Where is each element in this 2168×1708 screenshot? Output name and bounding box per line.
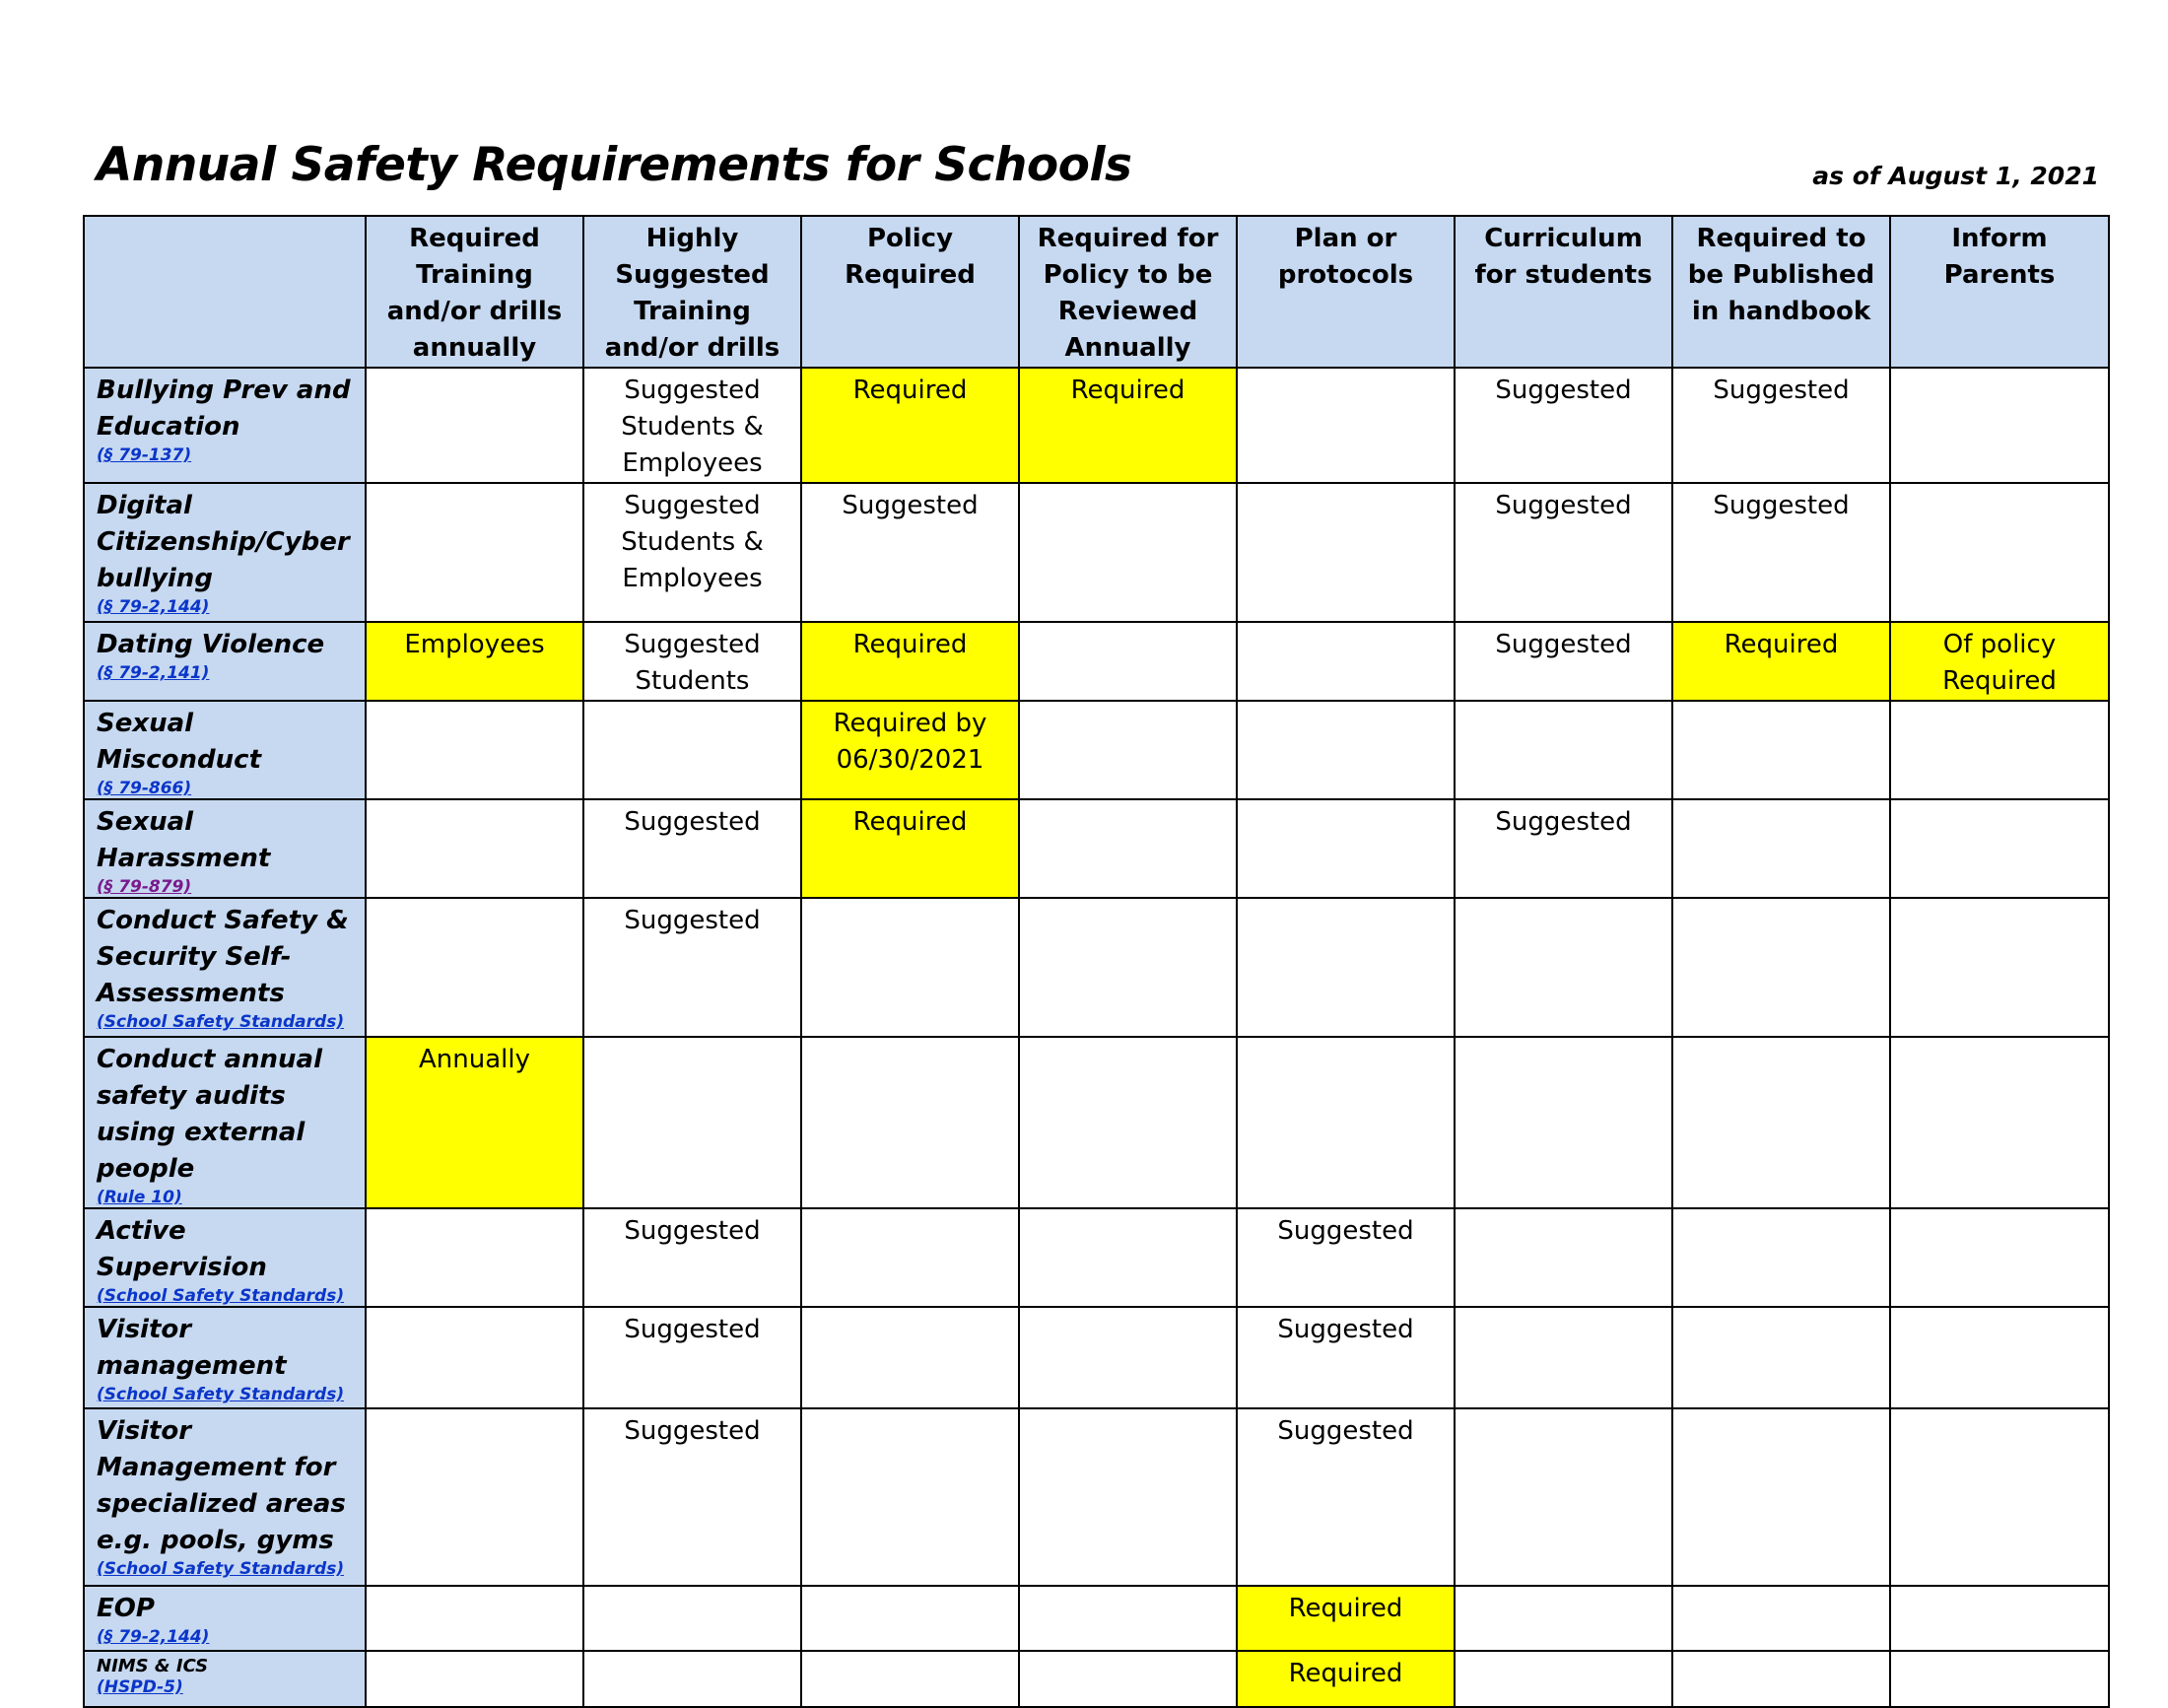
requirement-cell: Required — [801, 368, 1019, 483]
statute-reference-link[interactable]: (§ 79-879) — [97, 877, 192, 897]
requirement-cell: Required — [1237, 1586, 1455, 1651]
requirement-title: Conduct annual safety audits using external people — [97, 1045, 322, 1184]
requirement-cell — [1237, 622, 1455, 701]
requirement-cell: Suggested — [1672, 483, 1890, 622]
requirement-cell: Required by 06/30/2021 — [801, 701, 1019, 799]
requirement-cell: Required — [801, 799, 1019, 898]
requirement-cell — [366, 368, 583, 483]
requirement-cell — [1019, 1208, 1237, 1307]
requirement-cell — [1455, 701, 1672, 799]
requirement-cell — [1237, 701, 1455, 799]
statute-reference-link[interactable]: (§ 79-866) — [97, 779, 192, 798]
requirement-cell: Suggested Students & Employees — [583, 483, 801, 622]
column-header: Required for Policy to be Reviewed Annually — [1019, 216, 1237, 368]
header-corner — [84, 216, 366, 368]
requirement-cell — [1890, 1208, 2109, 1307]
requirement-cell — [366, 1408, 583, 1586]
requirement-cell: Suggested — [583, 1408, 801, 1586]
requirement-cell — [1237, 799, 1455, 898]
requirements-table — [83, 215, 2110, 1708]
requirement-cell: Required — [801, 622, 1019, 701]
column-header: Required Training and/or drills annually — [366, 216, 583, 368]
requirement-cell: Suggested — [1237, 1307, 1455, 1408]
requirement-cell — [1019, 483, 1237, 622]
requirement-cell — [801, 1586, 1019, 1651]
requirement-title: NIMS & ICS — [97, 1656, 209, 1676]
requirement-cell: Of policy Required — [1890, 622, 2109, 701]
requirement-cell — [1019, 622, 1237, 701]
requirement-cell — [366, 1651, 583, 1707]
requirement-cell — [1890, 799, 2109, 898]
row-header — [84, 1307, 366, 1408]
requirement-cell — [1019, 1307, 1237, 1408]
requirement-cell — [1019, 1651, 1237, 1707]
requirement-cell — [1455, 1307, 1672, 1408]
requirement-cell: Required — [1019, 368, 1237, 483]
requirement-title: Sexual Harassment — [97, 807, 271, 873]
row-header — [84, 1651, 366, 1707]
requirement-cell — [583, 1037, 801, 1208]
requirement-cell — [1237, 1037, 1455, 1208]
requirement-cell — [1019, 1586, 1237, 1651]
row-header — [84, 799, 366, 898]
requirement-cell — [801, 898, 1019, 1037]
row-header — [84, 1037, 366, 1208]
table-row — [84, 622, 2109, 701]
column-header: Inform Parents — [1890, 216, 2109, 368]
requirement-cell — [1890, 1408, 2109, 1586]
statute-reference-link[interactable]: (§ 79-2,144) — [97, 597, 210, 617]
requirement-cell: Suggested — [1455, 799, 1672, 898]
requirement-cell — [801, 1307, 1019, 1408]
requirement-cell — [801, 1037, 1019, 1208]
requirement-cell — [1237, 368, 1455, 483]
requirement-cell — [583, 1651, 801, 1707]
requirement-cell: Suggested — [583, 799, 801, 898]
row-header — [84, 1586, 366, 1651]
requirement-cell — [1455, 1586, 1672, 1651]
requirement-cell: Required — [1672, 622, 1890, 701]
row-header — [84, 483, 366, 622]
requirement-cell: Suggested Students — [583, 622, 801, 701]
requirement-cell — [366, 799, 583, 898]
statute-reference-link[interactable]: (§ 79-2,144) — [97, 1627, 210, 1647]
table-row — [84, 799, 2109, 898]
requirement-cell — [1019, 701, 1237, 799]
row-header — [84, 701, 366, 799]
statute-reference-link[interactable]: (Rule 10) — [97, 1188, 182, 1207]
statute-reference-link[interactable]: (§ 79-137) — [97, 445, 192, 465]
requirement-cell: Suggested Students & Employees — [583, 368, 801, 483]
column-header: Policy Required — [801, 216, 1019, 368]
requirement-cell — [366, 701, 583, 799]
requirement-cell: Suggested — [583, 1307, 801, 1408]
table-header — [84, 216, 2109, 368]
requirement-cell — [1455, 1208, 1672, 1307]
column-header: Curriculum for students — [1455, 216, 1672, 368]
requirement-cell — [1672, 1651, 1890, 1707]
requirement-title: Digital Citizenship/Cyber bullying — [97, 491, 350, 593]
requirement-cell — [1890, 1307, 2109, 1408]
requirement-cell: Suggested — [583, 898, 801, 1037]
requirement-cell — [1672, 799, 1890, 898]
statute-reference-link[interactable]: (School Safety Standards) — [97, 1012, 345, 1032]
requirement-title: Bullying Prev and Education — [97, 376, 351, 442]
table-row — [84, 483, 2109, 622]
table-row — [84, 1307, 2109, 1408]
requirement-cell — [1890, 701, 2109, 799]
statute-reference-link[interactable]: (§ 79-2,141) — [97, 663, 210, 683]
requirement-cell — [1455, 1408, 1672, 1586]
requirement-cell: Suggested — [1455, 622, 1672, 701]
table-row — [84, 1208, 2109, 1307]
requirement-cell — [1890, 898, 2109, 1037]
row-header — [84, 1208, 366, 1307]
requirement-cell — [1672, 1586, 1890, 1651]
requirement-cell — [1672, 1037, 1890, 1208]
requirement-cell — [801, 1408, 1019, 1586]
row-header — [84, 368, 366, 483]
requirement-cell — [801, 1651, 1019, 1707]
requirement-cell: Suggested — [1455, 483, 1672, 622]
statute-reference-link[interactable]: (HSPD-5) — [97, 1677, 183, 1697]
requirement-title: EOP — [97, 1594, 155, 1623]
requirement-title: Visitor Management for specialized areas e.g. pools, gyms — [97, 1416, 346, 1555]
requirement-cell — [366, 1307, 583, 1408]
requirement-cell: Suggested — [583, 1208, 801, 1307]
requirement-cell — [1019, 799, 1237, 898]
page-title: Annual Safety Requirements for Schools — [97, 138, 1132, 192]
requirement-cell: Suggested — [1672, 368, 1890, 483]
requirement-cell — [1672, 1208, 1890, 1307]
header-row — [84, 216, 2109, 368]
requirement-title: Active Supervision — [97, 1216, 267, 1282]
row-header — [84, 898, 366, 1037]
column-header: Highly Suggested Training and/or drills — [583, 216, 801, 368]
requirement-cell — [1672, 1408, 1890, 1586]
statute-reference-link[interactable]: (School Safety Standards) — [97, 1286, 345, 1306]
requirement-title: Visitor management — [97, 1315, 287, 1381]
table-row — [84, 1037, 2109, 1208]
table-row — [84, 701, 2109, 799]
column-header: Required to be Published in handbook — [1672, 216, 1890, 368]
row-header — [84, 622, 366, 701]
requirement-cell — [801, 1208, 1019, 1307]
requirement-cell: Suggested — [801, 483, 1019, 622]
table-row — [84, 1651, 2109, 1707]
requirement-cell — [1455, 1651, 1672, 1707]
requirement-cell — [366, 1208, 583, 1307]
requirement-cell — [1019, 898, 1237, 1037]
requirement-cell — [583, 1586, 801, 1651]
requirement-cell: Suggested — [1455, 368, 1672, 483]
requirement-cell — [1455, 1037, 1672, 1208]
column-header: Plan or protocols — [1237, 216, 1455, 368]
requirement-cell — [1890, 1037, 2109, 1208]
requirement-cell — [1237, 898, 1455, 1037]
table-row — [84, 368, 2109, 483]
table-row — [84, 898, 2109, 1037]
requirement-cell: Employees — [366, 622, 583, 701]
requirement-cell — [1890, 368, 2109, 483]
requirement-cell: Suggested — [1237, 1208, 1455, 1307]
statute-reference-link[interactable]: (School Safety Standards) — [97, 1385, 345, 1404]
statute-reference-link[interactable]: (School Safety Standards) — [97, 1559, 345, 1579]
requirement-cell — [366, 483, 583, 622]
requirement-cell — [366, 1586, 583, 1651]
requirement-cell — [1019, 1408, 1237, 1586]
row-header — [84, 1408, 366, 1586]
requirement-cell: Annually — [366, 1037, 583, 1208]
requirement-cell — [1672, 898, 1890, 1037]
requirement-cell — [1019, 1037, 1237, 1208]
table-body — [84, 368, 2109, 1707]
as-of-date: as of August 1, 2021 — [1812, 162, 2099, 190]
requirement-title: Sexual Misconduct — [97, 709, 262, 775]
requirement-cell — [1455, 898, 1672, 1037]
table-row — [84, 1408, 2109, 1586]
requirement-cell — [366, 898, 583, 1037]
requirement-cell: Required — [1237, 1651, 1455, 1707]
requirement-cell — [583, 701, 801, 799]
requirement-title: Conduct Safety & Security Self-Assessments — [97, 906, 349, 1008]
requirement-cell — [1672, 701, 1890, 799]
requirement-cell — [1890, 1586, 2109, 1651]
requirement-cell — [1890, 1651, 2109, 1707]
requirement-cell — [1237, 483, 1455, 622]
requirement-cell: Suggested — [1237, 1408, 1455, 1586]
requirement-title: Dating Violence — [97, 630, 325, 659]
requirement-cell — [1672, 1307, 1890, 1408]
table-row — [84, 1586, 2109, 1651]
requirement-cell — [1890, 483, 2109, 622]
